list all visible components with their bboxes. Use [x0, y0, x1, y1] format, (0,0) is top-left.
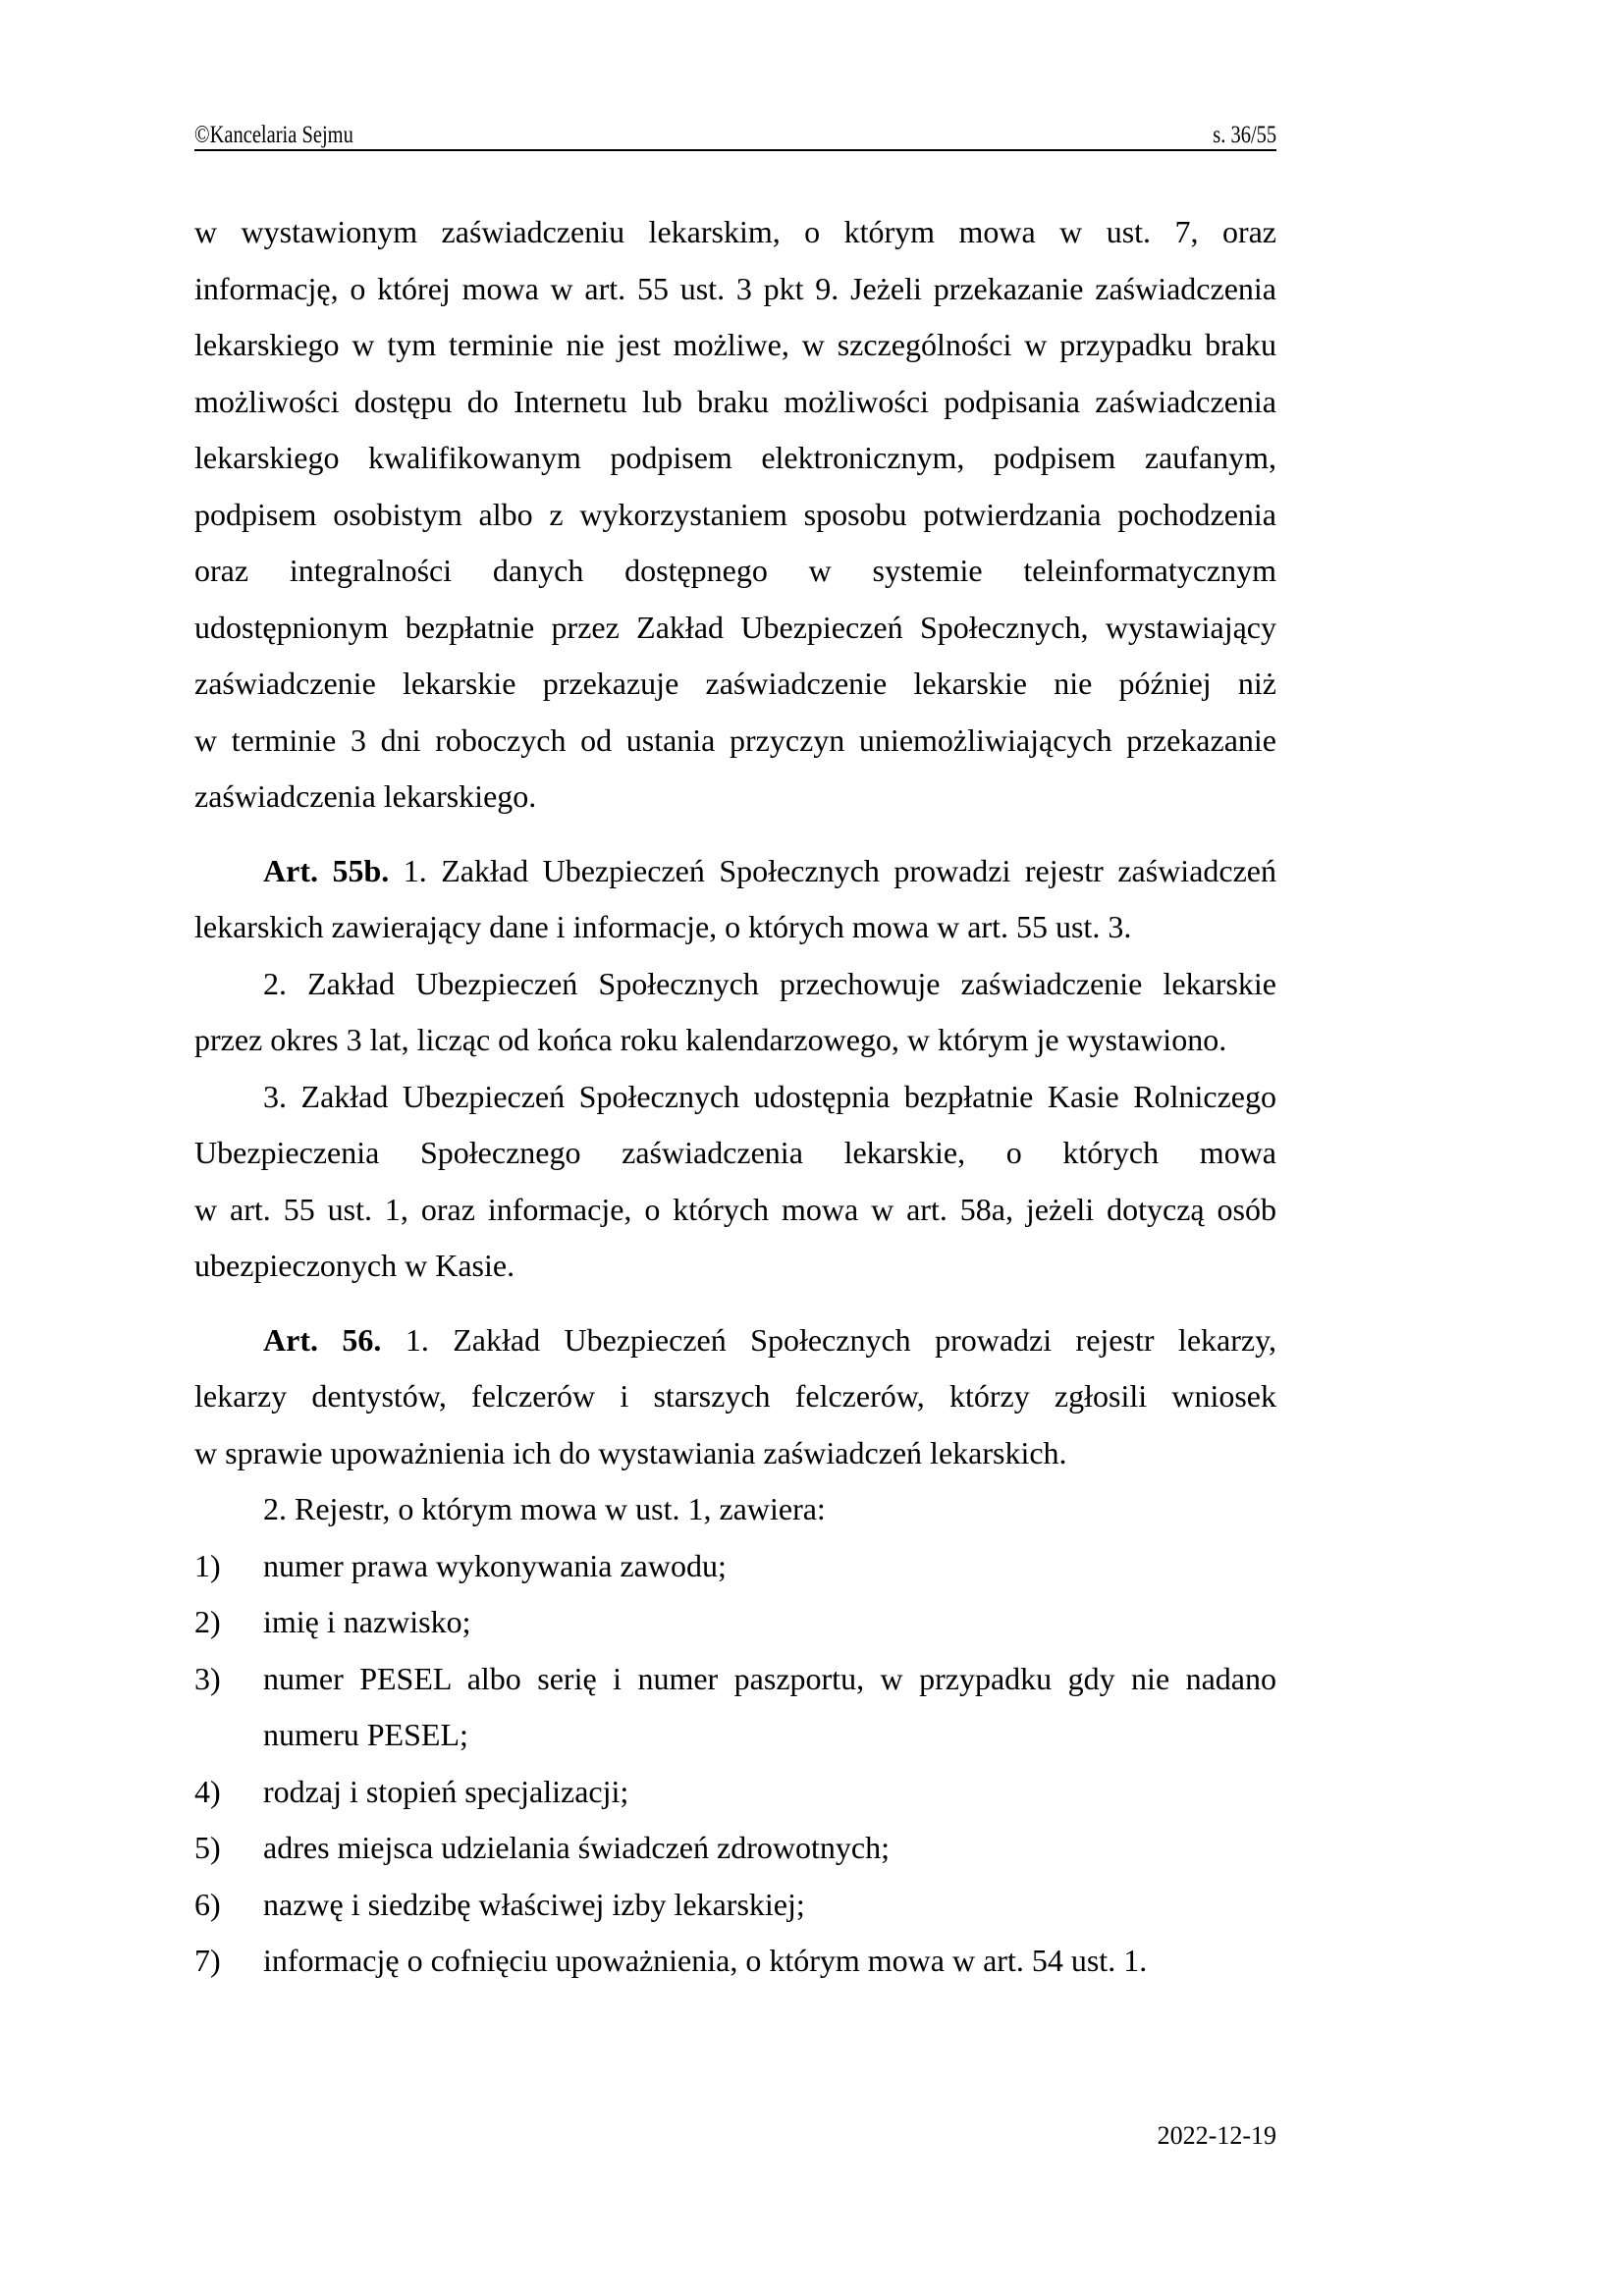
list-text: numer PESEL albo serię i numer paszportu, w przypadku gdy nie nadano [263, 1660, 1276, 1696]
header-page-number: s. 36/55 [1213, 122, 1276, 148]
text-line: 2. Zakład Ubezpieczeń Społecznych przechowuje zaświadczenie lekarskie [263, 965, 1276, 1001]
text-line: możliwości dostępu do Internetu lub braku możliwości podpisania zaświadczenia [194, 383, 1276, 419]
list-item [194, 1538, 1276, 1595]
text-line: w sprawie upoważnienia ich do wystawiania zaświadczeń lekarskich. [194, 1434, 1067, 1470]
list-item [194, 1820, 1276, 1877]
intro-paragraph [194, 204, 1276, 826]
list-item [194, 1877, 1276, 1934]
text-line: ubezpieczonych w Kasie. [194, 1248, 515, 1283]
article-55b [194, 843, 1276, 1295]
list-item [194, 1594, 1276, 1651]
text-line: informację, o której mowa w art. 55 ust. 3 pkt 9. Jeżeli przekazanie zaświadczenia [194, 270, 1276, 306]
text-line: udostępnionym bezpłatnie przez Zakład Ubezpieczeń Społecznych, wystawiający [194, 609, 1276, 645]
list-number: 3) [194, 1660, 221, 1696]
list-number: 6) [194, 1886, 221, 1922]
text-line: lekarzy dentystów, felczerów i starszych felczerów, którzy zgłosili wniosek [194, 1378, 1276, 1414]
article-label: Art. 56. [263, 1321, 382, 1358]
list-text: numer prawa wykonywania zawodu; [263, 1547, 727, 1583]
text-segment: 1. Zakład Ubezpieczeń Społecznych prowadzi rejestr zaświadczeń [389, 852, 1277, 888]
header-source: ©Kancelaria Sejmu [194, 122, 353, 148]
text-line: w wystawionym zaświadczeniu lekarskim, o którym mowa w ust. 7, oraz [194, 214, 1276, 249]
list-text: imię i nazwisko; [263, 1604, 471, 1639]
list-text: numeru PESEL; [263, 1717, 468, 1752]
text-line: lekarskich zawierający dane i informacje, o których mowa w art. 55 ust. 3. [194, 909, 1132, 944]
document-date: 2022-12-19 [1157, 2121, 1276, 2150]
text-line: oraz integralności danych dostępnego w systemie teleinformatycznym [194, 553, 1276, 588]
list-text: informację o cofnięciu upoważnienia, o którym mowa w art. 54 ust. 1. [263, 1943, 1148, 1978]
article-label: Art. 55b. [263, 852, 390, 888]
list-item [194, 1933, 1276, 1990]
list-text: adres miejsca udzielania świadczeń zdrowotnych; [263, 1830, 890, 1865]
text-line: lekarskiego kwalifikowanym podpisem elektronicznym, podpisem zaufanym, [194, 440, 1276, 475]
spacer [194, 1295, 1276, 1312]
text-line: w terminie 3 dni roboczych od ustania przyczyn uniemożliwiających przekazanie [194, 721, 1276, 758]
text-line: 3. Zakład Ubezpieczeń Społecznych udostępnia bezpłatnie Kasie Rolniczego [263, 1078, 1276, 1114]
text-line: Ubezpieczenia Społecznego zaświadczenia lekarskie, o których mowa [194, 1135, 1276, 1170]
list-item [194, 1651, 1276, 1764]
article-55b-p1-first-line [194, 843, 1276, 900]
article-56-p1-first-line [194, 1312, 1276, 1369]
text-line: zaświadczenia lekarskiego. [194, 778, 537, 814]
list-intro: 2. Rejestr, o którym mowa w ust. 1, zawiera: [263, 1491, 826, 1526]
list-number: 7) [194, 1943, 221, 1978]
list-text: rodzaj i stopień specjalizacji; [263, 1773, 629, 1809]
list-number: 5) [194, 1830, 221, 1865]
list-number: 1) [194, 1547, 221, 1583]
text-line: podpisem osobistym albo z wykorzystaniem sposobu potwierdzania pochodzenia [194, 496, 1276, 532]
text-segment: 1. Zakład Ubezpieczeń Społecznych prowadzi rejestr lekarzy, [381, 1321, 1276, 1358]
page-header [194, 122, 1276, 151]
list-number: 2) [194, 1604, 221, 1639]
document-body [194, 204, 1276, 1990]
list-number: 4) [194, 1773, 221, 1809]
register-list [194, 1538, 1276, 1990]
text-line: w art. 55 ust. 1, oraz informacje, o których mowa w art. 58a, jeżeli dotyczą osób [194, 1191, 1276, 1227]
list-item [194, 1764, 1276, 1821]
text-line: lekarskiego w tym terminie nie jest możliwe, w szczególności w przypadku braku [194, 327, 1276, 362]
article-56 [194, 1312, 1276, 1990]
text-line: przez okres 3 lat, licząc od końca roku kalendarzowego, w którym je wystawiono. [194, 1022, 1227, 1057]
list-text: nazwę i siedzibę właściwej izby lekarskiej; [263, 1886, 805, 1922]
spacer [194, 826, 1276, 843]
text-line: zaświadczenie lekarskie przekazuje zaświadczenie lekarskie nie później niż [194, 666, 1276, 701]
